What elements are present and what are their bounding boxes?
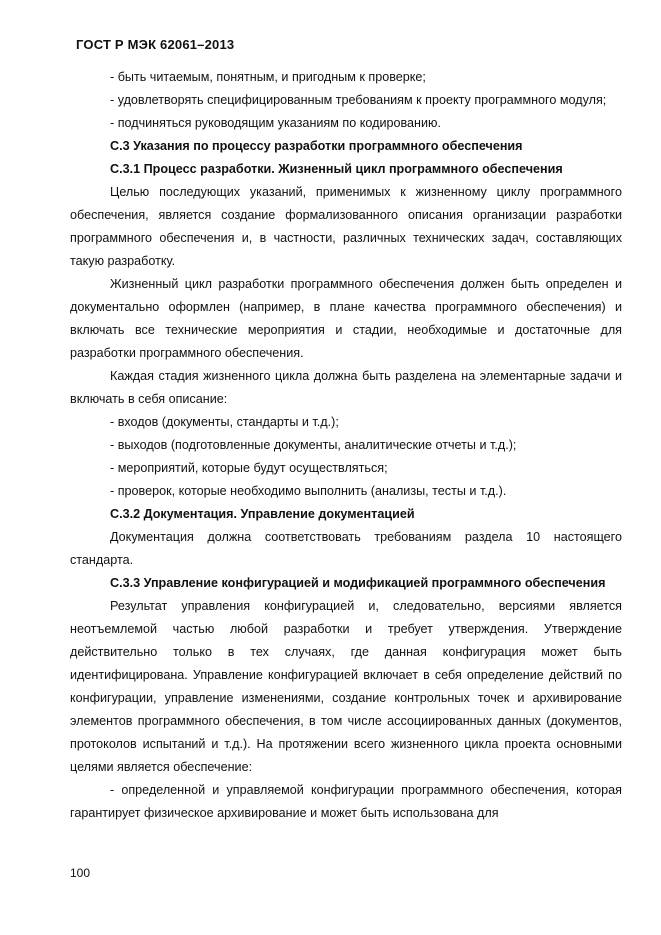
list-item: - быть читаемым, понятным, и пригодным к проверке;	[110, 70, 426, 84]
page-number: 100	[70, 866, 91, 880]
section-heading-c32: С.3.2 Документация. Управление документацией	[110, 507, 415, 521]
paragraph: Каждая стадия жизненного цикла должна быть разделена на элементарные задачи и включать в себя описание:	[70, 369, 622, 406]
section-heading-c31: С.3.1 Процесс разработки. Жизненный цикл программного обеспечения	[110, 162, 563, 176]
list-item: - мероприятий, которые будут осуществляться;	[110, 461, 388, 475]
paragraph: Результат управления конфигурацией и, следовательно, версиями является неотъемлемой частью любой разработки и требует утверждения. Утверждение действительно только в тех случаях, где данная конфигурация может быть идентифицирована. Управление конфигурацией включает в себя определение действий по конфигурации, управление изменениями, создание контрольных точек и архивирование элементов программного обеспечения, в том числе ассоциированных данных (документов, протоколов испытаний и т.д.). На протяжении всего жизненного цикла проекта основными целями является обеспечение:	[70, 599, 622, 774]
list-item: - проверок, которые необходимо выполнить (анализы, тесты и т.д.).	[110, 484, 507, 498]
list-item: - выходов (подготовленные документы, аналитические отчеты и т.д.);	[110, 438, 517, 452]
page-body	[70, 66, 622, 825]
document-header: ГОСТ Р МЭК 62061–2013	[76, 37, 235, 52]
paragraph: Документация должна соответствовать требованиям раздела 10 настоящего стандарта.	[70, 530, 622, 567]
list-item: - удовлетворять специфицированным требованиям к проекту программного модуля;	[110, 93, 607, 107]
section-heading-c3: С.3 Указания по процессу разработки программного обеспечения	[110, 139, 523, 153]
list-item: - подчиняться руководящим указаниям по кодированию.	[110, 116, 441, 130]
paragraph: Целью последующих указаний, применимых к жизненному циклу программного обеспечения, является создание формализованного описания организации разработки программного обеспечения и, в частности, различных технических задач, составляющих такую разработку.	[70, 185, 622, 268]
list-item: - входов (документы, стандарты и т.д.);	[110, 415, 339, 429]
list-item: - определенной и управляемой конфигурации программного обеспечения, которая гарантирует физическое архивирование и может быть использована для	[70, 783, 622, 820]
section-heading-c33: С.3.3 Управление конфигурацией и модификацией программного обеспечения	[110, 576, 606, 590]
paragraph: Жизненный цикл разработки программного обеспечения должен быть определен и документально оформлен (например, в плане качества программного обеспечения) и включать все технические мероприятия и стадии, необходимые и достаточные для разработки программного обеспечения.	[70, 277, 622, 360]
